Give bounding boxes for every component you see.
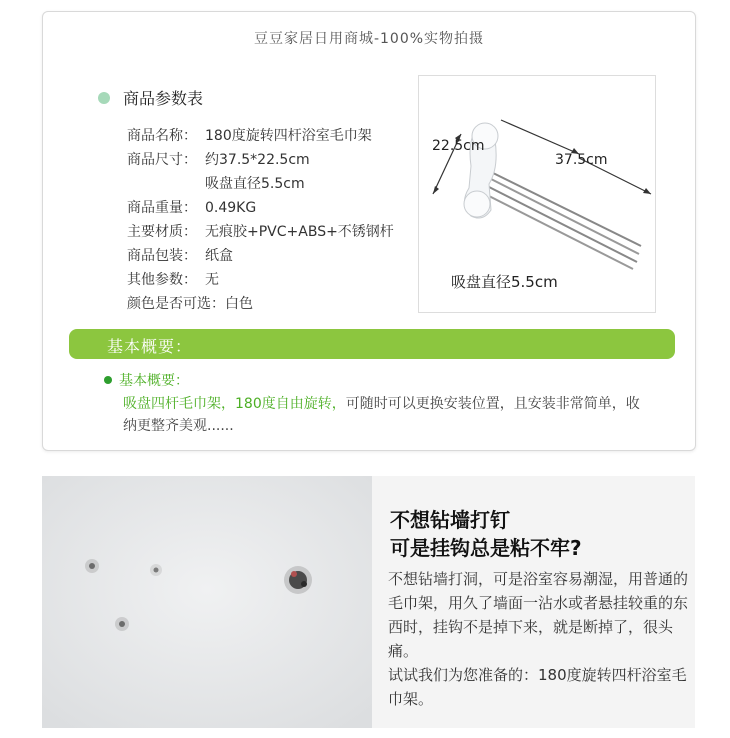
spec-value: 0.49KG: [205, 200, 257, 216]
spec-row-package: [127, 244, 394, 268]
product-spec-card: [42, 11, 696, 451]
spec-value: 无痕胶+PVC+ABS+不锈钢杆: [205, 224, 394, 240]
spec-value: 无: [205, 272, 219, 288]
spec-row-weight: [127, 196, 394, 220]
promo-section: [42, 476, 695, 728]
spec-row-material: [127, 220, 394, 244]
spec-value: 约37.5*22.5cm: [205, 152, 310, 168]
spec-section-title: 商品参数表: [123, 89, 204, 108]
bullet-dot-icon: [104, 376, 112, 384]
spec-value: 180度旋转四杆浴室毛巾架: [205, 128, 372, 144]
spec-row-other: [127, 268, 394, 292]
promo-headline: [390, 506, 582, 562]
spec-key: 商品名称：: [127, 128, 197, 144]
width-dimension-label: 22.5cm: [432, 138, 485, 154]
spec-key: 主要材质：: [127, 224, 197, 240]
spec-row-name: [127, 124, 394, 148]
promo-paragraph: 不想钻墙打洞，可是浴室容易潮湿，用普通的毛巾架，用久了墙面一沾水或者悬挂较重的东西时，挂钩不是掉下来，就是断掉了，很头痛。: [388, 570, 689, 660]
spec-section-header: [98, 86, 203, 109]
spec-value: 白色: [225, 296, 253, 312]
suction-diameter-label: 吸盘直径5.5cm: [451, 273, 558, 291]
promo-paragraph-cta: 试试我们为您准备的：180度旋转四杆浴室毛巾架。: [388, 666, 687, 708]
spec-value: 吸盘直径5.5cm: [205, 176, 305, 192]
spec-value: 纸盒: [205, 248, 233, 264]
spec-row-suction: [127, 172, 394, 196]
promo-headline-line1: 不想钻墙打钉: [390, 508, 510, 532]
overview-banner: [69, 329, 675, 359]
spec-key: 颜色是否可选：: [127, 296, 225, 312]
product-photo: [418, 75, 656, 313]
overview-highlight: 吸盘四杆毛巾架，180度自由旋转，: [123, 396, 346, 412]
spec-row-size: [127, 148, 394, 172]
promo-headline-line2: 可是挂钩总是粘不牢?: [390, 536, 582, 560]
overview-heading-text: 基本概要：: [119, 373, 189, 389]
bullet-dot-icon: [98, 92, 110, 104]
overview-heading: [104, 370, 189, 390]
shop-title: 豆豆家居日用商城-100%实物拍摄: [253, 31, 485, 47]
spec-key: 商品尺寸：: [127, 152, 197, 168]
overview-banner-title: 基本概要：: [107, 337, 193, 356]
spec-row-color: [127, 292, 394, 316]
wall-photo: [42, 476, 372, 728]
spec-table: [127, 124, 394, 316]
spec-key: 商品包装：: [127, 248, 197, 264]
spec-key: 其他参数：: [127, 272, 197, 288]
overview-description: [123, 393, 653, 437]
promo-body: [388, 567, 688, 711]
overview-text: 可随时可以更换安装位置，且安装非常简单，收纳更整齐美观......: [123, 396, 640, 434]
length-dimension-label: 37.5cm: [555, 152, 608, 168]
wall-holes-image: [42, 476, 372, 728]
spec-key: 商品重量：: [127, 200, 197, 216]
